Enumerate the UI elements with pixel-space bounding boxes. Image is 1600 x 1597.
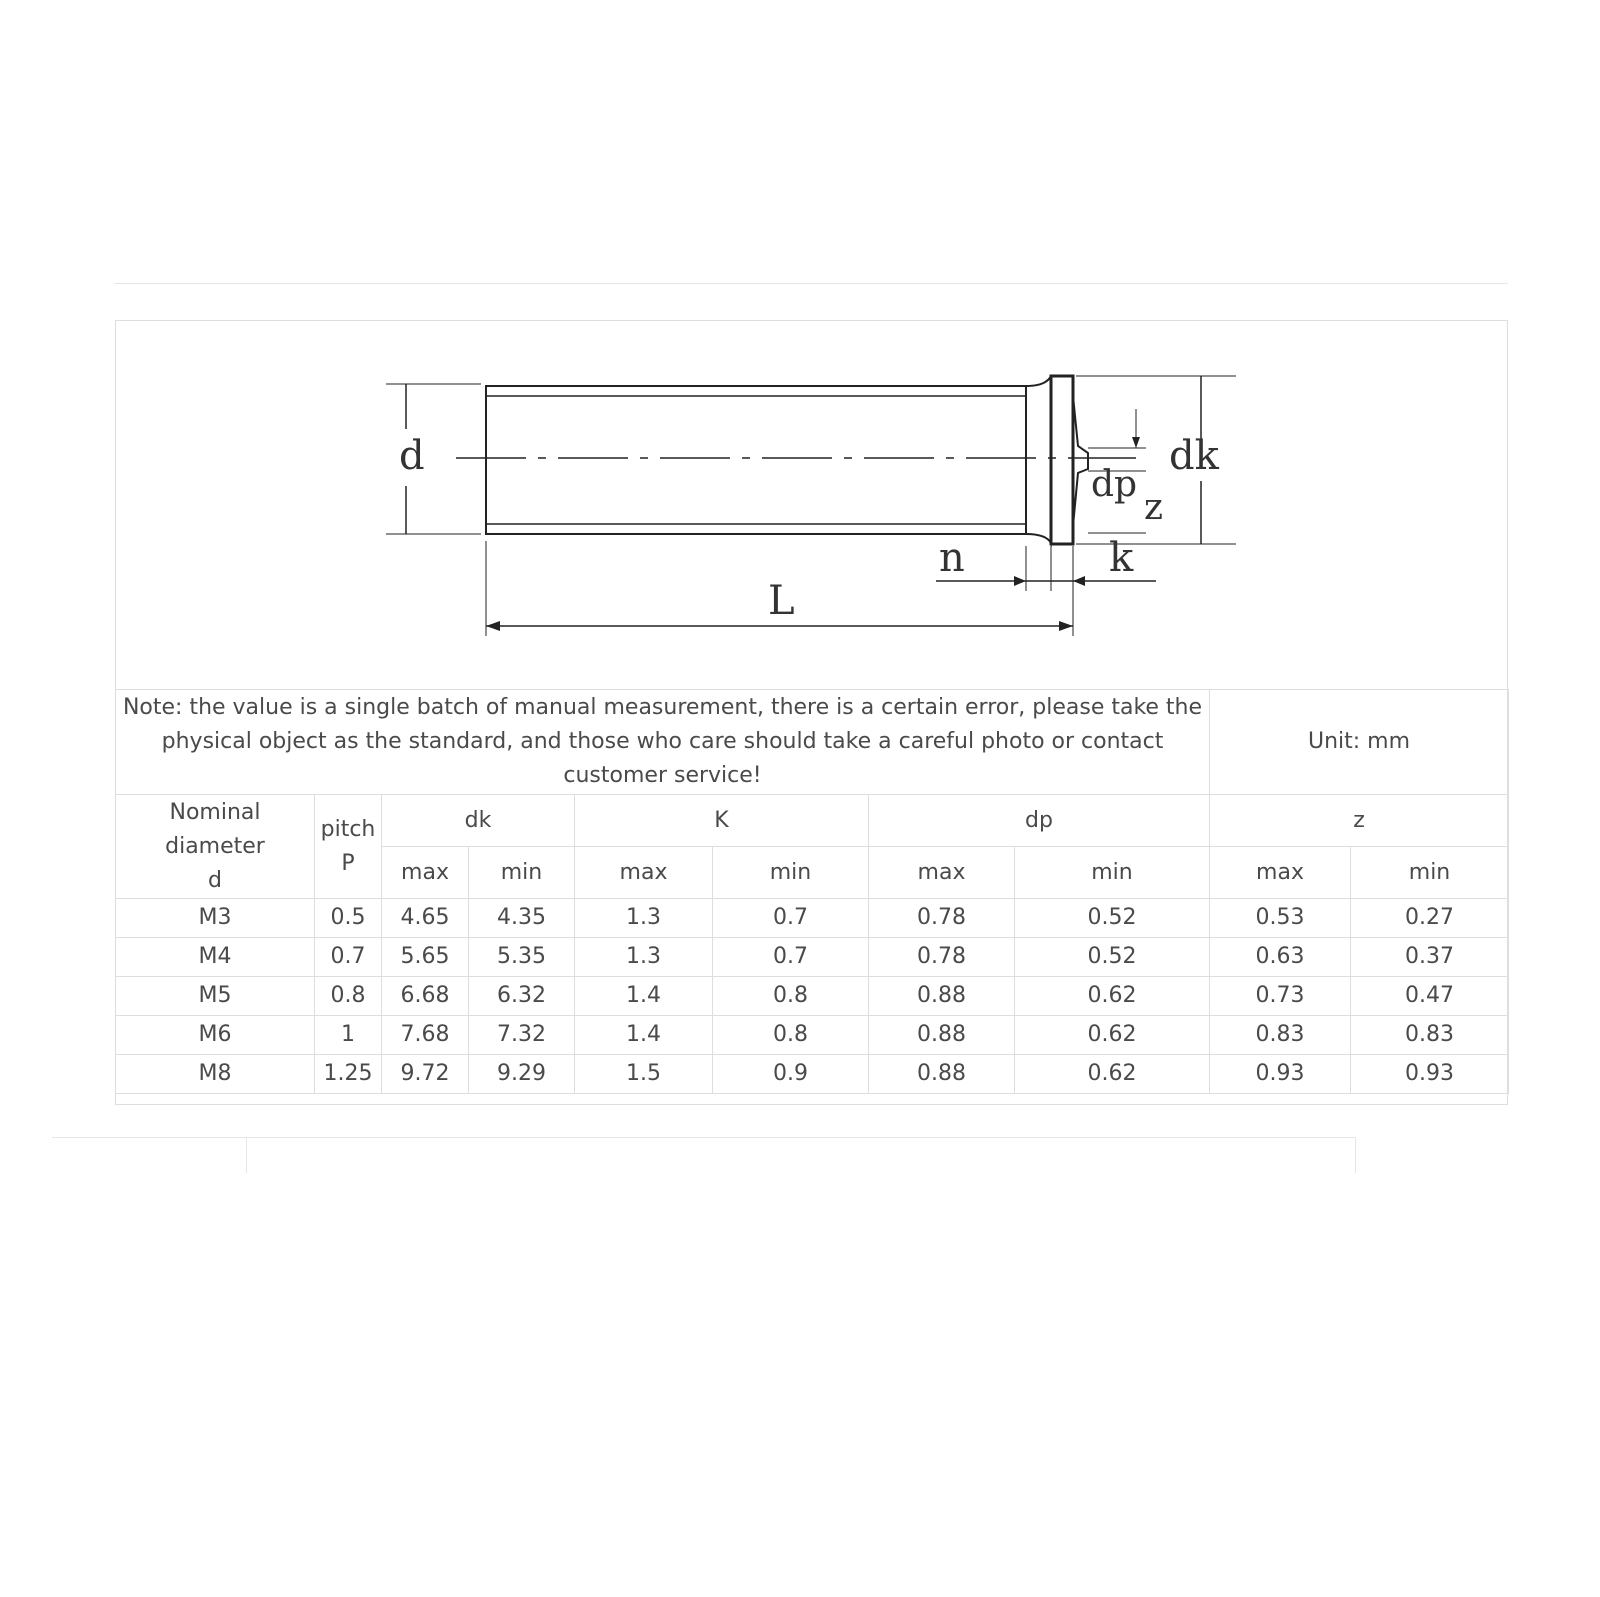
table-cell: M8 xyxy=(116,1055,315,1094)
table-cell: 4.35 xyxy=(469,899,575,938)
table-cell: 7.32 xyxy=(469,1016,575,1055)
header-nominal-diameter xyxy=(116,795,315,899)
table-cell: 0.88 xyxy=(869,977,1015,1016)
unit-label: Unit: mm xyxy=(1210,690,1509,795)
top-divider xyxy=(114,283,1508,284)
header-nominal-line1: Nominal xyxy=(169,799,261,825)
header-dk-max: max xyxy=(382,847,469,899)
bottom-divider-right-tick xyxy=(1355,1137,1356,1173)
header-dk: dk xyxy=(382,795,575,847)
table-cell: 0.62 xyxy=(1015,1016,1210,1055)
table-cell: 5.35 xyxy=(469,938,575,977)
table-cell: 1.3 xyxy=(575,938,713,977)
table-cell: 0.8 xyxy=(713,977,869,1016)
screw-neck xyxy=(1026,376,1051,543)
table-cell: 0.7 xyxy=(713,938,869,977)
bottom-divider xyxy=(52,1137,1356,1138)
table-cell: 0.27 xyxy=(1351,899,1509,938)
diagram-label-z: z xyxy=(1144,487,1163,528)
table-cell: 0.88 xyxy=(869,1016,1015,1055)
screw-drawing xyxy=(116,321,1507,689)
header-K-max: max xyxy=(575,847,713,899)
screw-diagram xyxy=(116,321,1507,689)
bottom-divider-left-tick xyxy=(246,1137,247,1173)
table-cell: 0.37 xyxy=(1351,938,1509,977)
table-cell: 0.9 xyxy=(713,1055,869,1094)
table-cell: 0.93 xyxy=(1351,1055,1509,1094)
table-cell: M6 xyxy=(116,1016,315,1055)
table-cell: 0.52 xyxy=(1015,899,1210,938)
screw-shank xyxy=(486,386,1026,534)
table-cell: 0.83 xyxy=(1351,1016,1509,1055)
table-cell: 0.53 xyxy=(1210,899,1351,938)
table-cell: 1.4 xyxy=(575,977,713,1016)
header-dp: dp xyxy=(869,795,1210,847)
diagram-label-n: n xyxy=(939,535,965,581)
table-cell: 0.88 xyxy=(869,1055,1015,1094)
table-cell: M5 xyxy=(116,977,315,1016)
header-dp-min: min xyxy=(1015,847,1210,899)
header-pitch-line1: pitch xyxy=(320,816,376,842)
diagram-label-L: L xyxy=(768,578,795,624)
header-pitch-line2: P xyxy=(341,850,355,876)
table-row xyxy=(116,1016,1509,1055)
diagram-label-d: d xyxy=(399,433,425,479)
spec-table xyxy=(115,689,1509,1094)
table-cell: M4 xyxy=(116,938,315,977)
table-cell: 0.62 xyxy=(1015,977,1210,1016)
table-cell: 1.25 xyxy=(315,1055,382,1094)
header-nominal-line3: d xyxy=(208,867,222,893)
table-cell: 0.8 xyxy=(713,1016,869,1055)
table-cell: 5.65 xyxy=(382,938,469,977)
table-cell: 0.93 xyxy=(1210,1055,1351,1094)
table-cell: 4.65 xyxy=(382,899,469,938)
measurement-note: Note: the value is a single batch of manual measurement, there is a certain error, please take the physical object as the standard, and those who care should take a careful photo or contact customer service! xyxy=(116,690,1210,795)
table-cell: 0.47 xyxy=(1351,977,1509,1016)
table-cell: 1.4 xyxy=(575,1016,713,1055)
table-cell: 6.68 xyxy=(382,977,469,1016)
table-cell: 9.29 xyxy=(469,1055,575,1094)
header-nominal-line2: diameter xyxy=(165,833,265,859)
table-cell: 0.7 xyxy=(713,899,869,938)
table-cell: 0.78 xyxy=(869,938,1015,977)
header-dk-min: min xyxy=(469,847,575,899)
table-cell: 0.78 xyxy=(869,899,1015,938)
table-cell: 7.68 xyxy=(382,1016,469,1055)
table-cell: 0.8 xyxy=(315,977,382,1016)
diagram-label-dk: dk xyxy=(1169,433,1219,479)
table-row xyxy=(116,1055,1509,1094)
table-cell: 0.7 xyxy=(315,938,382,977)
header-z: z xyxy=(1210,795,1509,847)
table-cell: 0.73 xyxy=(1210,977,1351,1016)
table-row xyxy=(116,977,1509,1016)
header-pitch xyxy=(315,795,382,899)
diagram-label-dp: dp xyxy=(1091,464,1138,505)
header-K: K xyxy=(575,795,869,847)
table-cell: 0.62 xyxy=(1015,1055,1210,1094)
table-cell: 0.5 xyxy=(315,899,382,938)
spec-panel xyxy=(115,320,1508,1105)
table-cell: 1.3 xyxy=(575,899,713,938)
diagram-label-k: k xyxy=(1109,535,1134,581)
table-cell: 0.52 xyxy=(1015,938,1210,977)
table-cell: 0.83 xyxy=(1210,1016,1351,1055)
header-z-max: max xyxy=(1210,847,1351,899)
header-K-min: min xyxy=(713,847,869,899)
table-row xyxy=(116,899,1509,938)
table-cell: M3 xyxy=(116,899,315,938)
table-cell: 1.5 xyxy=(575,1055,713,1094)
weld-projection xyxy=(1073,396,1088,526)
table-row xyxy=(116,938,1509,977)
header-z-min: min xyxy=(1351,847,1509,899)
table-cell: 9.72 xyxy=(382,1055,469,1094)
table-cell: 1 xyxy=(315,1016,382,1055)
table-cell: 0.63 xyxy=(1210,938,1351,977)
screw-head xyxy=(1051,376,1073,544)
header-dp-max: max xyxy=(869,847,1015,899)
table-cell: 6.32 xyxy=(469,977,575,1016)
